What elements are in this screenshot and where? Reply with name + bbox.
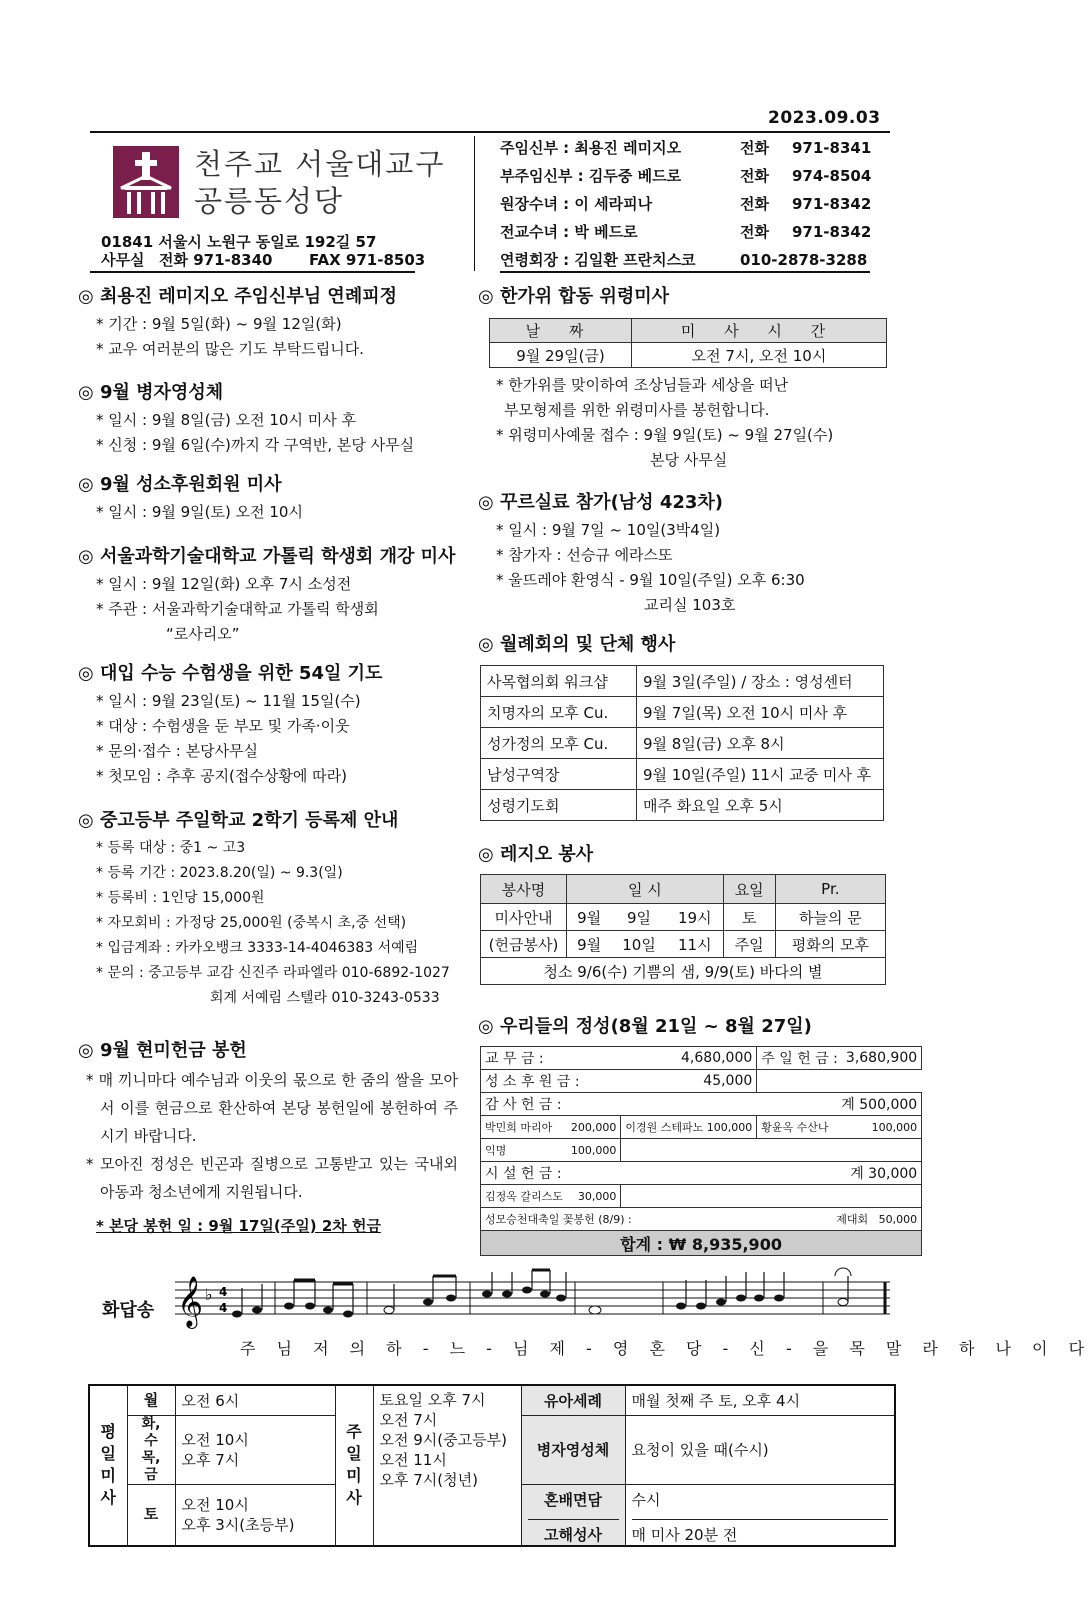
group-events-table (480, 665, 884, 821)
psalm-lyrics: 주 님 저 의 하 - 느 - 님 제 - 영 혼 당 - 신 - 을 목 말 라 하 나 이 다 (240, 1339, 1092, 1358)
notice-rice-offering: ◎ 9월 현미헌금 봉헌 * 매 끼니마다 예수님과 이웃의 몫으로 한 줌의 쌀을 모아서 이를 현금으로 환산하여 본당 봉헌일에 봉헌하여 주시기 바랍니다. * 모아진 정성은 빈곤과 질병으로 고통받고 있는 국내외 아동과 청소년에게 지원됩니다. * 본당 봉헌 일 : 9월 17일(주일) 2차 헌금 (78, 1040, 458, 1235)
svg-text:♭: ♭ (205, 1285, 213, 1304)
header-rule-left (90, 271, 415, 273)
offerings-total: 합계 : ₩ 8,935,900 (481, 1231, 922, 1256)
table-row: 성가정의 모후 Cu. 9월 8일(금) 오후 8시 (481, 728, 884, 759)
church-address: 01841 서울시 노원구 동일로 192길 57 사무실 전화 971-8340 FAX 971-8503 (101, 233, 426, 269)
table-row: 치명자의 모후 Cu. 9월 7일(목) 오전 10시 미사 후 (481, 697, 884, 728)
weekday-mass-heading: 평일미사 (89, 1385, 127, 1546)
church-name: 천주교 서울대교구 공릉동성당 (194, 147, 446, 218)
header-rule-right (500, 271, 870, 273)
table-row: 사목협의회 워크샵 9월 3일(주일) / 장소 : 영성센터 (481, 666, 884, 697)
notice-student-mass: ◎ 서울과학기술대학교 가톨릭 학생회 개강 미사 * 일시 : 9월 12일(화) 오후 7시 소성전 * 주관 : 서울과학기술대학교 가톨릭 학생회 “로사리오” (78, 546, 456, 643)
notice-vocation-mass: ◎ 9월 성소후원회원 미사 * 일시 : 9월 9일(토) 오전 10시 (78, 474, 303, 521)
notice-cursillo: ◎ 꾸르실료 참가(남성 423차) * 일시 : 9월 7일 ~ 10일(3박4일) * 참가자 : 선승규 에라스또 * 울뜨레야 환영식 - 9월 10일(주일) 오후 6:30 교리실 103호 (478, 492, 805, 614)
table-row: 성령기도회 매주 화요일 오후 5시 (481, 790, 884, 821)
header-rule (90, 131, 890, 133)
notice-chuseok-mass: ◎ 한가위 합동 위령미사 (478, 286, 669, 307)
notice-sick-communion: ◎ 9월 병자영성체 * 일시 : 9월 8일(금) 오전 10시 미사 후 * 신청 : 9월 6일(수)까지 각 구역반, 본당 사무실 (78, 382, 415, 454)
header-divider (474, 136, 475, 271)
church-logo-icon (113, 146, 179, 218)
table-row: 미사안내 9월 9일 19시 토 하늘의 문 (481, 904, 886, 931)
notice-exam-prayer: ◎ 대입 수능 수험생을 위한 54일 기도 * 일시 : 9월 23일(토) ~ 11월 15일(수) * 대상 : 수험생을 둔 부모 및 가족·이웃 * 문의·접수 : 본당사무실 * 첫모임 : 추후 공지(접수상황에 따라) (78, 663, 383, 785)
psalm-score-image (95, 1268, 895, 1378)
table-row: 남성구역장 9월 10일(주일) 11시 교중 미사 후 (481, 759, 884, 790)
notice-group-events: ◎ 월례회의 및 단체 행사 (478, 634, 676, 655)
psalm-response-label: 화답송 (102, 1300, 155, 1321)
legio-service-table: 봉사명 일 시 요일 Pr. 미사안내 9월 9일 19시 토 하늘의 문 (헌금봉사) 9월 10일 11시 주일 평화의 모후 청소 9/6(수) 기쁨의 샘, 9/9(토) 바다의 별 (480, 874, 886, 985)
notice-offerings: ◎ 우리들의 정성(8월 21일 ~ 8월 27일) (478, 1016, 812, 1037)
bulletin-date: 2023.09.03 (768, 108, 881, 128)
notice-legio: ◎ 레지오 봉사 (478, 844, 594, 865)
chuseok-notes: * 한가위를 맞이하여 조상님들과 세상을 떠난 부모형제를 위한 위령미사를 봉헌합니다. * 위령미사예물 접수 : 9월 9일(토) ~ 9월 27일(수) 본당 사무실 (496, 376, 834, 469)
notice-sunday-school: ◎ 중고등부 주일학교 2학기 등록제 안내 * 등록 대상 : 중1 ~ 고3 * 등록 기간 : 2023.8.20(일) ~ 9.3(일) * 등록비 : 1인당 15,000원 * 자모회비 : 가정당 25,000원 (중복시 초,중 선택) * 입금계좌 : 카카오뱅크 3333-14-4046383 서예림 * 문의 : 중고등부 교감 신진주 라파엘라 010-6892-1027 회계 서예림 스텔라 010-3243-0533 (78, 810, 450, 1006)
notice-retreat: ◎ 최용진 레미지오 주임신부님 연례피정 * 기간 : 9월 5일(화) ~ 9월 12일(화) * 교우 여러분의 많은 기도 부탁드립니다. (78, 286, 397, 358)
offerings-table: 교 무 금 : 4,680,000 주 일 헌 금 : 3,680,900 성 소 후 원 금 : 45,000 감 사 헌 금 : 계 500,000 박민희 마리아 200,000 이경원 스테파노 100,000 황윤옥 수산나 100,000 익명 100,000 시 설 헌 금 : 계 30,000 김정옥 갈리스도 30,000 성모승천대축일 꽃봉헌 (8/9) : 제대회 50,000 합계 : ₩ 8,935,900 (480, 1046, 922, 1256)
sunday-mass-heading: 주일미사 (335, 1385, 373, 1546)
chuseok-schedule-table: 날 짜 미 사 시 간 9월 29일(금) 오전 7시, 오전 10시 (489, 318, 887, 368)
svg-text:4: 4 (219, 1301, 228, 1315)
mass-schedule-table: 평일미사 월 오전 6시 주일미사 토요일 오후 7시 오전 7시 오전 9시(중고등부) 오전 11시 오후 7시(청년) 유아세례 매월 첫째 주 토, 오후 4시 화, 수 목, 금 오전 10시 오후 7시 병자영성체 요청이 있을 때(수시) 토 오전 10시 오후 3시(초등부) 혼배면담 고해성사 수시 매 미사 20분 전 (88, 1384, 896, 1547)
svg-text:𝄞: 𝄞 (177, 1276, 204, 1327)
svg-text:4: 4 (219, 1285, 228, 1299)
table-row: (헌금봉사) 9월 10일 11시 주일 평화의 모후 (481, 931, 886, 958)
